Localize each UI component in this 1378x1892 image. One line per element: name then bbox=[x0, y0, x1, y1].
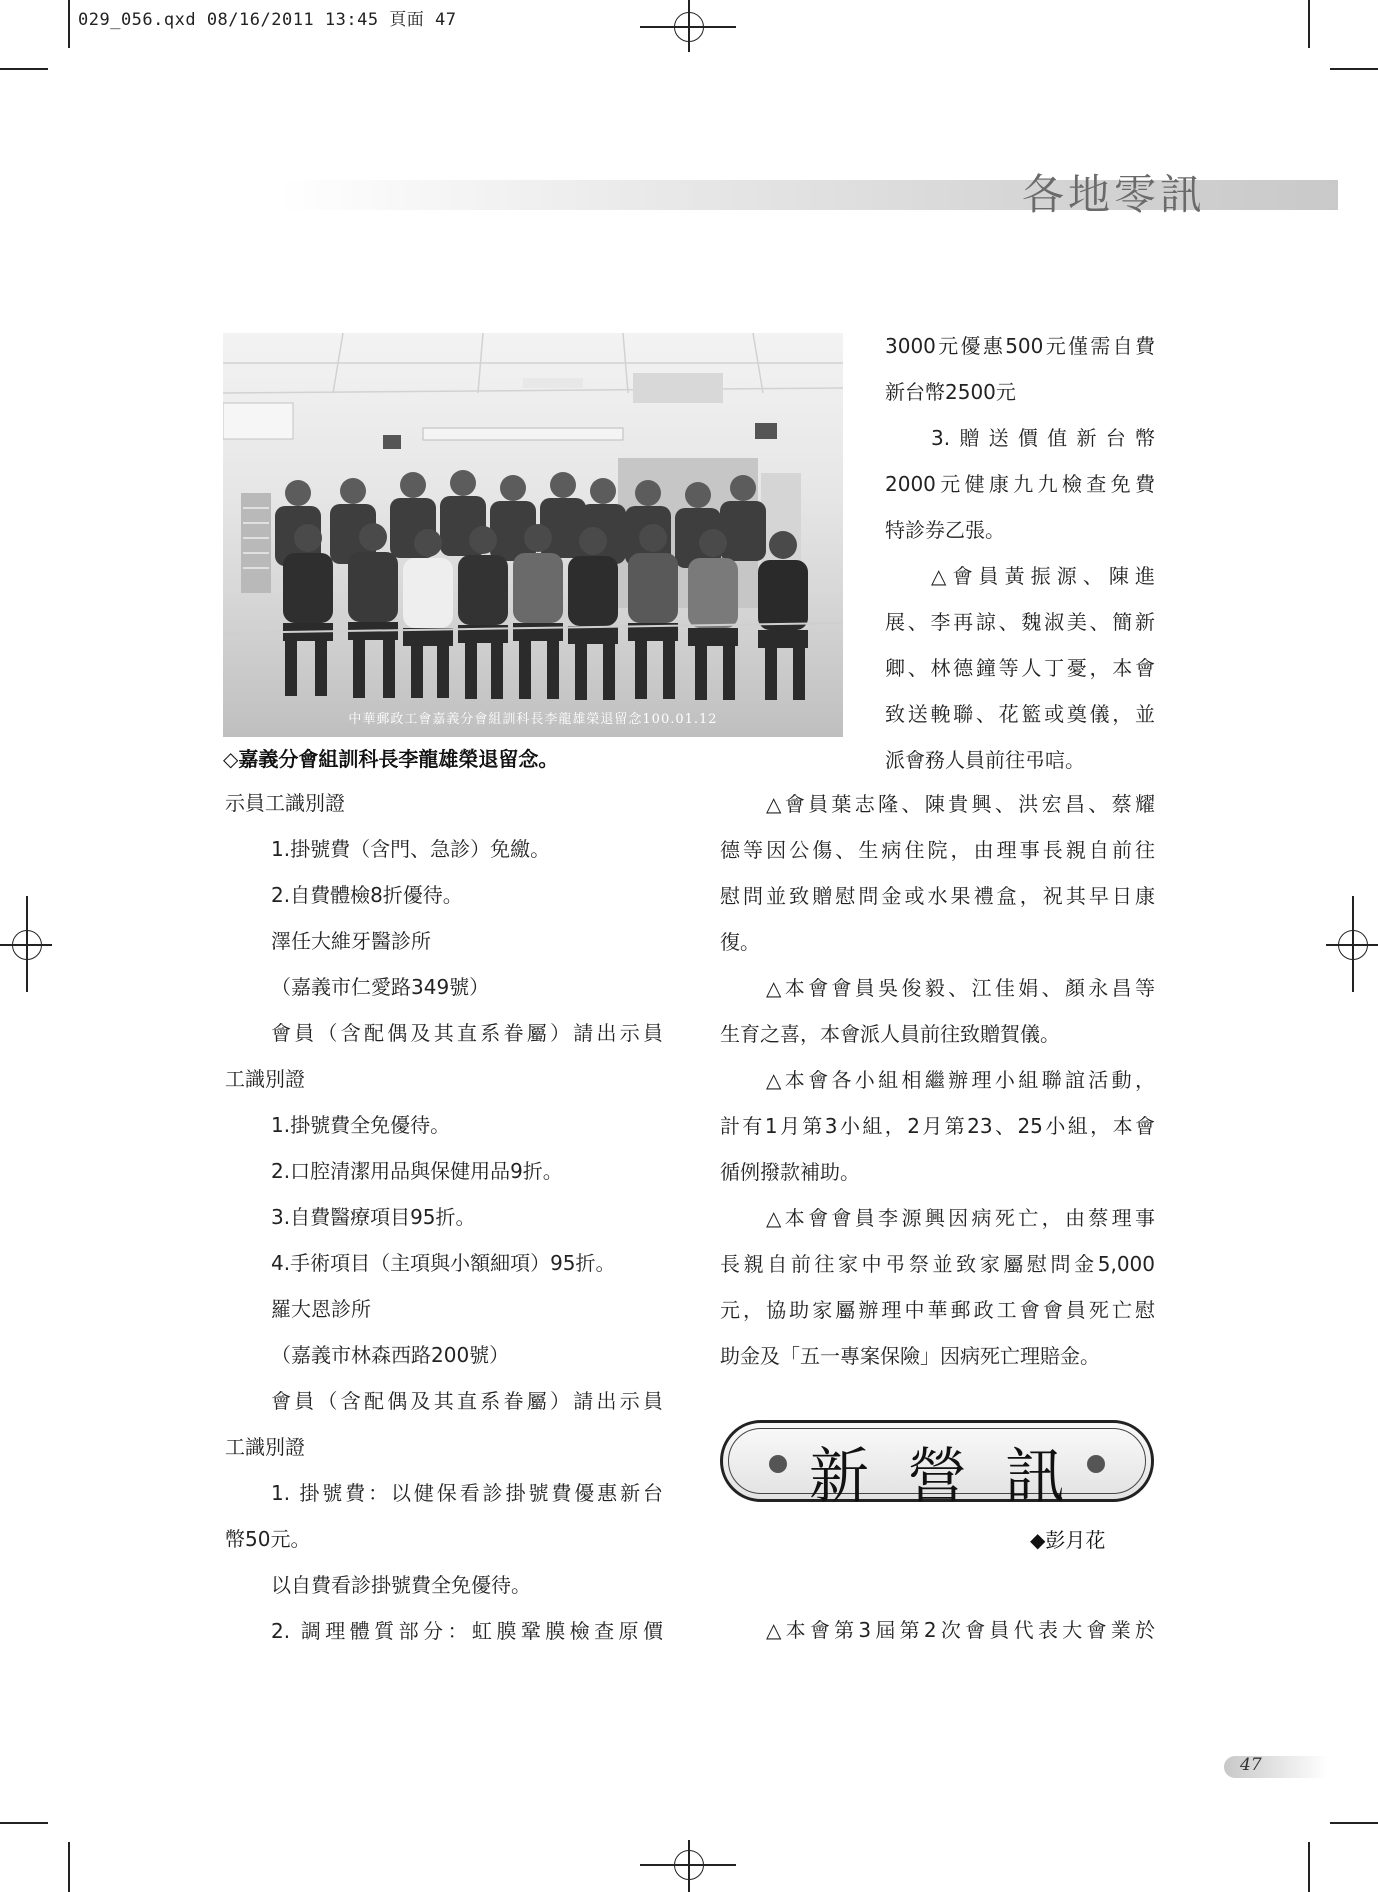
text-line: 會員（含配偶及其直系眷屬）請出示員 bbox=[271, 1021, 663, 1045]
text-line: 以自費看診掛號費全免優待。 bbox=[271, 1573, 531, 1597]
text-line: 示員工識別證 bbox=[225, 791, 345, 815]
crop-mark bbox=[1330, 68, 1378, 70]
text-line: 長親自前往家中弔祭並致家屬慰問金5,000 bbox=[720, 1252, 1155, 1276]
photo-caption: ◇嘉義分會組訓科長李龍雄榮退留念。 bbox=[223, 747, 559, 771]
text-line: 3000元優惠500元僅需自費 bbox=[885, 334, 1155, 358]
crop-mark bbox=[68, 1842, 70, 1892]
text-line: 元，協助家屬辦理中華郵政工會會員死亡慰 bbox=[720, 1298, 1155, 1322]
text-line: 循例撥款補助。 bbox=[720, 1160, 860, 1184]
text-line: 卿、林德鐘等人丁憂，本會 bbox=[885, 656, 1155, 680]
text-line: （嘉義市林森西路200號） bbox=[271, 1343, 510, 1367]
text-line: 工識別證 bbox=[225, 1067, 305, 1091]
text-line: 幣50元。 bbox=[225, 1527, 311, 1551]
right-bottom-column bbox=[720, 1607, 1155, 1653]
text-line: △本會會員吳俊毅、江佳娟、顏永昌等 bbox=[766, 976, 1155, 1000]
text-line: 2000元健康九九檢查免費 bbox=[885, 472, 1155, 496]
text-line: 1.掛號費全免優待。 bbox=[271, 1113, 451, 1137]
text-line: 羅大恩診所 bbox=[271, 1297, 371, 1321]
text-line: △本會第3屆第2次會員代表大會業於 bbox=[766, 1618, 1155, 1642]
text-line: 會員（含配偶及其直系眷屬）請出示員 bbox=[271, 1389, 663, 1413]
crop-mark bbox=[1308, 0, 1310, 48]
text-line: 4.手術項目（主項與小額細項）95折。 bbox=[271, 1251, 616, 1275]
text-line: △本會各小組相繼辦理小組聯誼活動， bbox=[766, 1068, 1155, 1092]
text-line: 復。 bbox=[720, 930, 760, 954]
section-title: 各地零訊 bbox=[1022, 170, 1207, 219]
group-photo-illustration bbox=[223, 333, 843, 737]
right-column bbox=[720, 781, 1155, 1379]
text-line: 工識別證 bbox=[225, 1435, 305, 1459]
crop-mark bbox=[1308, 1842, 1310, 1892]
text-line: 派會務人員前往弔唁。 bbox=[885, 748, 1085, 772]
photo-watermark: 中華郵政工會嘉義分會組訓科長李龍雄榮退留念100.01.12 bbox=[348, 712, 718, 727]
crop-mark bbox=[68, 0, 70, 48]
print-slug: 029_056.qxd 08/16/2011 13:45 頁面 47 bbox=[78, 10, 457, 30]
text-line: 慰問並致贈慰問金或水果禮盒，祝其早日康 bbox=[720, 884, 1155, 908]
text-line: （嘉義市仁愛路349號） bbox=[271, 975, 490, 999]
banner-title: 新營訊 bbox=[809, 1442, 1103, 1512]
page-number: 47 bbox=[1240, 1755, 1262, 1775]
text-line: 生育之喜，本會派人員前往致贈賀儀。 bbox=[720, 1022, 1060, 1046]
text-line: 計有1月第3小組，2月第23、25小組，本會 bbox=[720, 1114, 1155, 1138]
group-photo bbox=[223, 333, 843, 737]
text-line: 3.贈送價值新台幣 bbox=[931, 426, 1155, 450]
text-line: △會員黃振源、陳進 bbox=[931, 564, 1155, 588]
text-line: 澤任大維牙醫診所 bbox=[271, 929, 431, 953]
left-column bbox=[225, 780, 663, 1654]
author: ◆彭月花 bbox=[1030, 1528, 1106, 1552]
text-line: 展、李再諒、魏淑美、簡新 bbox=[885, 610, 1155, 634]
text-line: △會員葉志隆、陳貴興、洪宏昌、蔡耀 bbox=[766, 792, 1155, 816]
text-line: 1. 掛號費：以健保看診掛號費優惠新台 bbox=[271, 1481, 663, 1505]
section-banner bbox=[720, 1420, 1154, 1512]
text-line: 2.自費體檢8折優待。 bbox=[271, 883, 463, 907]
crop-mark bbox=[1330, 1822, 1378, 1824]
text-line: 致送輓聯、花籃或奠儀，並 bbox=[885, 702, 1155, 726]
text-line: 德等因公傷、生病住院，由理事長親自前往 bbox=[720, 838, 1155, 862]
right-top-column bbox=[885, 323, 1155, 783]
text-line: 1.掛號費（含門、急診）免繳。 bbox=[271, 837, 551, 861]
crop-mark bbox=[0, 68, 48, 70]
text-line: 新台幣2500元 bbox=[885, 380, 1016, 404]
text-line: 3.自費醫療項目95折。 bbox=[271, 1205, 476, 1229]
text-line: 2. 調理體質部分：虹膜鞏膜檢查原價 bbox=[271, 1619, 663, 1643]
text-line: 助金及「五一專案保險」因病死亡理賠金。 bbox=[720, 1344, 1100, 1368]
text-line: 特診券乙張。 bbox=[885, 518, 1005, 542]
crop-mark bbox=[0, 1822, 48, 1824]
text-line: 2.口腔清潔用品與保健用品9折。 bbox=[271, 1159, 563, 1183]
text-line: △本會會員李源興因病死亡，由蔡理事 bbox=[766, 1206, 1155, 1230]
